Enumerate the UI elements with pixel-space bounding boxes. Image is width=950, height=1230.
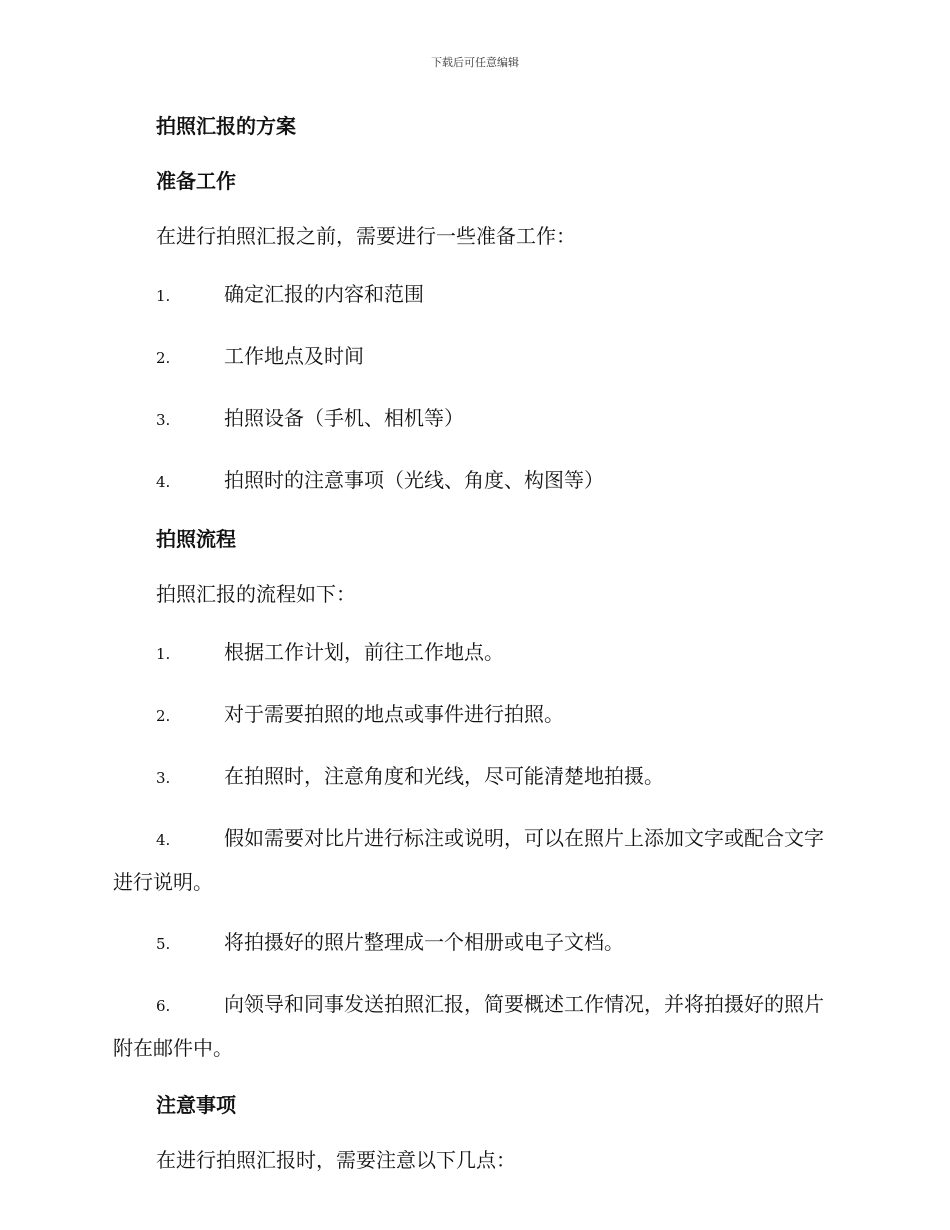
section-intro-preparation: 在进行拍照汇报之前，需要进行一些准备工作： <box>156 224 576 248</box>
list-item <box>113 983 835 1069</box>
list-item-text: 向领导和同事发送拍照汇报，简要概述工作情况，并将拍摄好的照片附在邮件中。 <box>113 992 824 1060</box>
list-item <box>113 755 835 799</box>
list-item-text: 工作地点及时间 <box>224 344 364 368</box>
list-item-text: 拍照时的注意事项（光线、角度、构图等） <box>224 468 604 492</box>
list-item <box>113 335 835 379</box>
list-item <box>113 459 835 503</box>
list-item-number: 1. <box>156 287 171 305</box>
list-item-number: 2. <box>156 349 171 367</box>
section-heading-notes: 注意事项 <box>156 1093 236 1117</box>
list-item <box>113 631 835 675</box>
section-intro-process: 拍照汇报的流程如下： <box>156 582 356 606</box>
list-item-number: 5. <box>156 935 171 953</box>
list-item-number: 6. <box>156 997 171 1015</box>
section-heading-process: 拍照流程 <box>156 527 236 551</box>
section-heading-preparation: 准备工作 <box>156 169 236 193</box>
list-item-text: 假如需要对比片进行标注或说明，可以在照片上添加文字或配合文字进行说明。 <box>113 826 824 894</box>
list-item <box>113 817 835 903</box>
header-note: 下载后可任意编辑 <box>431 56 519 69</box>
list-item-number: 2. <box>156 707 171 725</box>
list-item <box>113 693 835 737</box>
list-item-text: 拍照设备（手机、相机等） <box>224 406 464 430</box>
list-item <box>113 273 835 317</box>
list-process <box>113 631 835 1069</box>
document-title: 拍照汇报的方案 <box>156 114 296 138</box>
list-item-number: 4. <box>156 831 171 849</box>
list-item-text: 确定汇报的内容和范围 <box>224 282 424 306</box>
list-item-number: 3. <box>156 411 171 429</box>
list-item-text: 根据工作计划，前往工作地点。 <box>224 640 504 664</box>
list-item-number: 1. <box>156 645 171 663</box>
list-preparation <box>113 273 835 503</box>
list-item-number: 3. <box>156 769 171 787</box>
section-intro-notes: 在进行拍照汇报时，需要注意以下几点： <box>156 1148 516 1172</box>
list-item-number: 4. <box>156 473 171 491</box>
list-item-text: 对于需要拍照的地点或事件进行拍照。 <box>224 702 564 726</box>
list-item-text: 在拍照时，注意角度和光线，尽可能清楚地拍摄。 <box>224 764 664 788</box>
list-item-text: 将拍摄好的照片整理成一个相册或电子文档。 <box>224 930 624 954</box>
list-item <box>113 397 835 441</box>
list-item <box>113 921 835 965</box>
document-body <box>113 108 835 1197</box>
